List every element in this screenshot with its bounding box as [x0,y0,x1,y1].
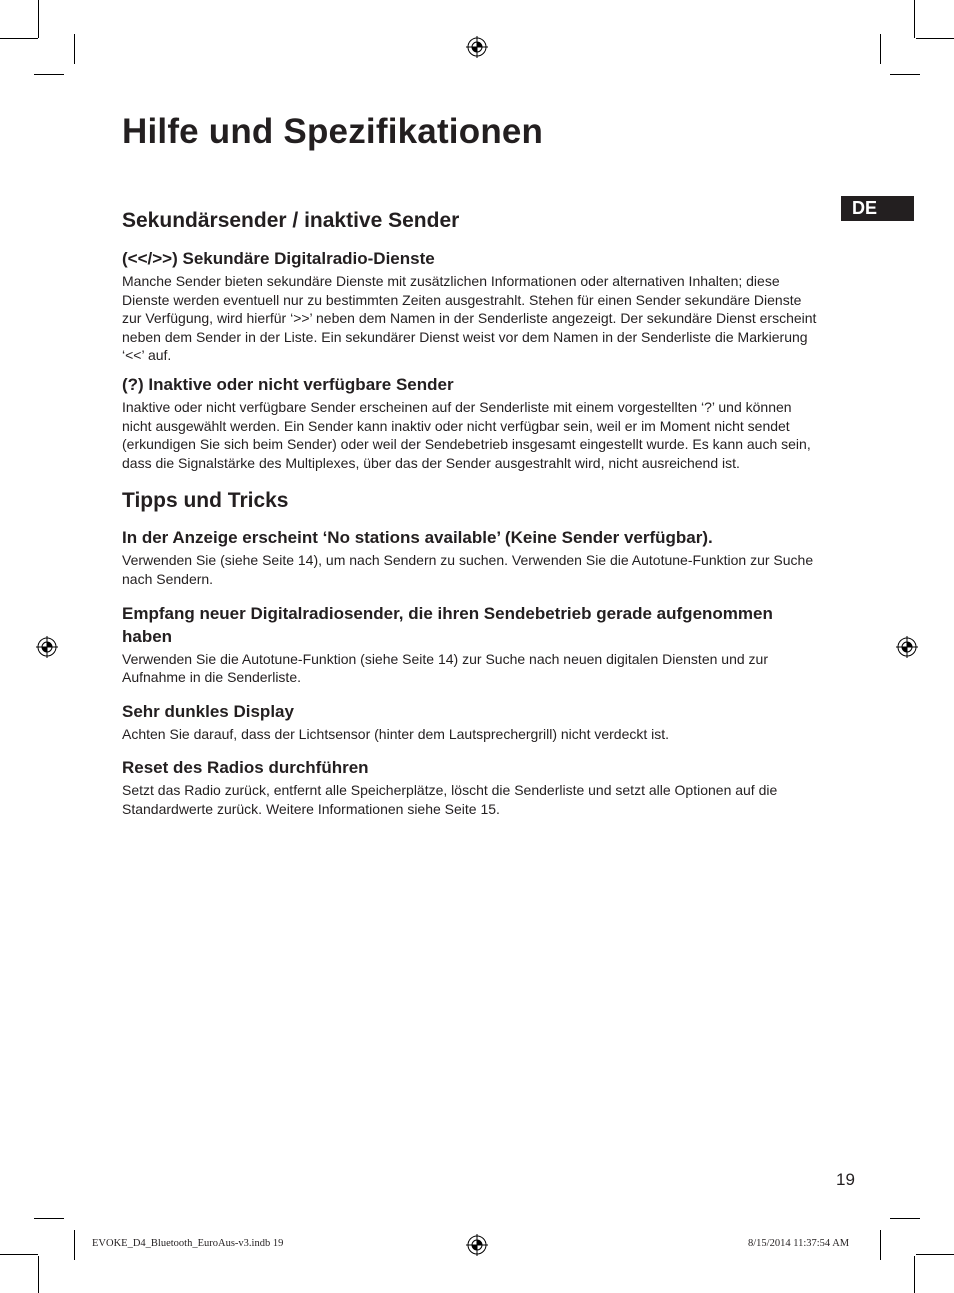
registration-mark-icon [896,636,918,658]
section-heading: Sekundärsender / inaktive Sender [122,209,460,232]
slug-timestamp: 8/15/2014 11:37:54 AM [748,1238,850,1249]
registration-mark-icon [466,1234,488,1256]
page-number: 19 [836,1170,855,1189]
paragraph: Verwenden Sie (siehe Seite 14), um nach Sendern zu suchen. Verwenden Sie die Autotune-Funktion zur Suche nach Sendern. [122,552,814,587]
slug-filename: EVOKE_D4_Bluetooth_EuroAus-v3.indb 19 [92,1238,284,1249]
registration-mark-icon [36,636,58,658]
paragraph: Achten Sie darauf, dass der Lichtsensor (hinter dem Lautsprechergrill) nicht verdeckt ist. [122,725,670,742]
main-content [122,206,822,819]
section-heading: Tipps und Tricks [122,489,289,513]
language-tab: DE [841,196,914,221]
subheading: In der Anzeige erscheint ‘No stations available’ (Keine Sender verfügbar). [122,528,713,548]
subheading: (?) Inaktive oder nicht verfügbare Sender [122,374,454,394]
subheading: (<</>>) Sekundäre Digitalradio-Dienste [122,249,435,268]
paragraph: Setzt das Radio zurück, entfernt alle Speicherplätze, löscht die Senderliste und setzt alle Optionen auf die Standardwerte zurück. Weitere Informationen siehe Seite 15. [122,782,778,817]
paragraph: Manche Sender bieten sekundäre Dienste mit zusätzlichen Informationen oder alternativen Inhalten; diese Dienste werden eventuell nur zu bestimmten Zeiten ausgestrahlt. Stehen für einen Sender sekundäre Dienste zur Verfügung, wird hierfür ‘>>’ neben dem Namen in der Senderliste angezeigt. Der sekundäre Dienst erscheint neben dem Sender in der Liste. Ein sekundärer Dienst weist vor dem Namen in der Senderliste die Markierung ‘<<’ auf. [122,273,817,364]
page-title: Hilfe und Spezifikationen [122,112,544,151]
paragraph: Inaktive oder nicht verfügbare Sender erscheinen auf der Senderliste mit einem vorgestellten ‘?’ und können nicht ausgewählt werden. Ein Sender kann inaktiv oder nicht verfügbar sein, weil er im Moment nicht sendet (erkundigen Sie sich beim Sender) oder weil der Sendebetrieb insgesamt eingestellt wurde. Es kann auch sein, dass die Signalstärke des Multiplexes, über das der Sender ausgestrahlt wird, nicht ausreichend ist. [122,398,811,471]
registration-mark-icon [466,36,488,58]
subheading: Sehr dunkles Display [122,701,294,721]
subheading: Reset des Radios durchführen [122,758,369,778]
subheading: Empfang neuer Digitalradiosender, die ihren Sendebetrieb gerade aufgenommen haben [122,603,773,646]
paragraph: Verwenden Sie die Autotune-Funktion (siehe Seite 14) zur Suche nach neuen digitalen Diensten und zur Aufnahme in die Senderliste. [122,650,768,686]
